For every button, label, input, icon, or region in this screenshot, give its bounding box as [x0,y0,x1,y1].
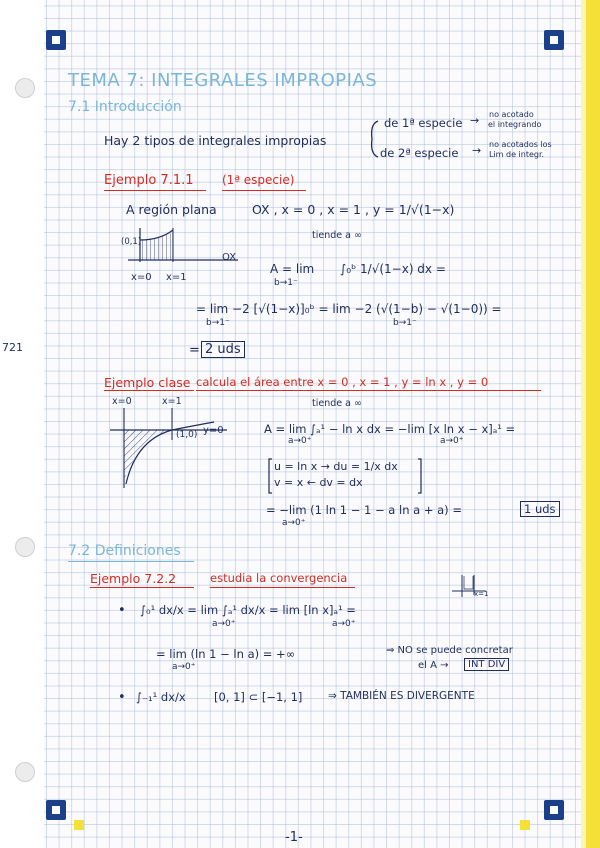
bullet-icon: • [118,690,126,705]
subsection-title-7-2: 7.2 Definiciones [68,543,181,559]
example-711-answer: 2 uds [201,341,245,358]
bullet-1-result-b: el A → [418,660,449,671]
example-class-answer: 1 uds [520,501,560,517]
underline [104,190,206,191]
intro-text: Hay 2 tipos de integrales impropias [104,133,327,148]
example-711-step2-sub2: b→1⁻ [393,318,417,328]
example-class-step2-sub: a→0⁺ [282,518,306,528]
bullet-1-step2-sub: a→0⁺ [172,662,196,672]
example-class-step1-sub2: a→0⁺ [440,436,464,446]
corner-dot [74,820,84,830]
underline [104,390,194,391]
bullet-1-step2: = lim (ln 1 − ln a) = +∞ [156,647,296,661]
bullet-1-step1-sub2: a→0⁺ [332,619,356,629]
corner-mark-icon [46,800,66,820]
corner-mark-icon [544,800,564,820]
corner-dot [520,820,530,830]
page-margin [0,0,44,848]
binder-hole [15,762,35,782]
asymptote-label: x=1 [474,590,489,598]
graph-class-point: (1,0) [176,430,198,440]
region-graph-class [102,400,242,490]
intro-type-2-note-b: Lim de integr. [489,150,545,159]
underline [210,587,355,588]
example-711-kind: (1ª especie) [222,173,295,187]
side-number: 721 [2,341,23,354]
underline [222,190,306,191]
example-class-title: Ejemplo clase [104,375,191,390]
corner-mark-icon [544,30,564,50]
example-722-statement: estudia la convergencia [210,571,348,585]
graph-711-x0: x=0 [131,272,152,283]
example-711-step2-sub1: b→1⁻ [206,318,230,328]
example-711-step2: = lim −2 [√(1−x)]₀ᵇ = lim −2 (√(1−b) − √(1−0)) = [196,302,502,316]
parts-line-2: v = x ← dv = dx [274,476,363,489]
brace-icon [366,120,380,158]
bullet-1-step1: ∫₀¹ dx/x = lim ∫ₐ¹ dx/x = lim [ln x]ₐ¹ = [140,603,356,617]
bullet-1-step1-sub1: a→0⁺ [212,619,236,629]
example-711-title: Ejemplo 7.1.1 [104,173,194,188]
example-711-lim: A = lim [270,262,315,276]
intro-type-2-note-a: no acotados los [489,140,552,149]
bullet-2-integral: ∫₋₁¹ dx/x [136,690,186,704]
underline [196,390,541,391]
binder-hole [15,78,35,98]
intro-type-1-note-b: el integrando [488,120,542,129]
equals-sign: = [189,343,200,358]
example-711-bounds: OX , x = 0 , x = 1 , y = 1/√(1−x) [252,202,455,217]
example-class-step1: A = lim ∫ₐ¹ − ln x dx = −lim [x ln x − x]ₐ¹ = [264,422,516,436]
bullet-1-result-a: ⇒ NO se puede concretar [386,645,513,656]
corner-mark-icon [46,30,66,50]
intro-type-1: de 1ª especie [384,116,463,130]
graph-class-x0: x=0 [112,396,132,407]
example-711-integral: ∫₀ᵇ 1/√(1−x) dx = [340,262,446,276]
example-722-title: Ejemplo 7.2.2 [90,571,177,586]
intro-type-1-note-a: no acotado [489,110,534,119]
example-class-step2: = −lim (1 ln 1 − 1 − a ln a + a) = [266,503,462,517]
example-711-lim-sub: b→1⁻ [274,278,298,288]
example-711-statement: A región plana [126,202,217,217]
page-number: -1- [285,830,303,845]
subsection-title-7-1: 7.1 Introducción [68,99,182,115]
underline [90,587,194,588]
bullet-2-result: ⇒ TAMBIÉN ES DIVERGENTE [328,690,475,702]
graph-class-y0: y=0 [203,425,224,436]
underline [68,561,194,562]
bullet-icon: • [118,603,126,618]
section-title: TEMA 7: INTEGRALES IMPROPIAS [68,70,378,91]
parts-line-1: u = ln x → du = 1/x dx [274,460,398,473]
graph-class-x1: x=1 [162,396,182,407]
graph-711-ox: OX [222,252,237,263]
intro-type-2: de 2ª especie [380,146,459,160]
bullet-1-result-box: INT DIV [464,658,509,671]
example-711-tends: tiende a ∞ [312,230,362,241]
binder-hole [15,537,35,557]
example-class-statement: calcula el área entre x = 0 , x = 1 , y = ln x , y = 0 [196,375,489,389]
page-edge-band [586,0,600,848]
arrow-icon: → [470,114,480,127]
example-class-tends: tiende a ∞ [312,398,362,409]
bullet-2-relation: [0, 1] ⊂ [−1, 1] [214,690,303,704]
example-class-step1-sub1: a→0⁺ [288,436,312,446]
graph-711-x1: x=1 [166,272,187,283]
arrow-icon: → [472,144,482,157]
graph-711-point: (0,1) [121,237,142,247]
